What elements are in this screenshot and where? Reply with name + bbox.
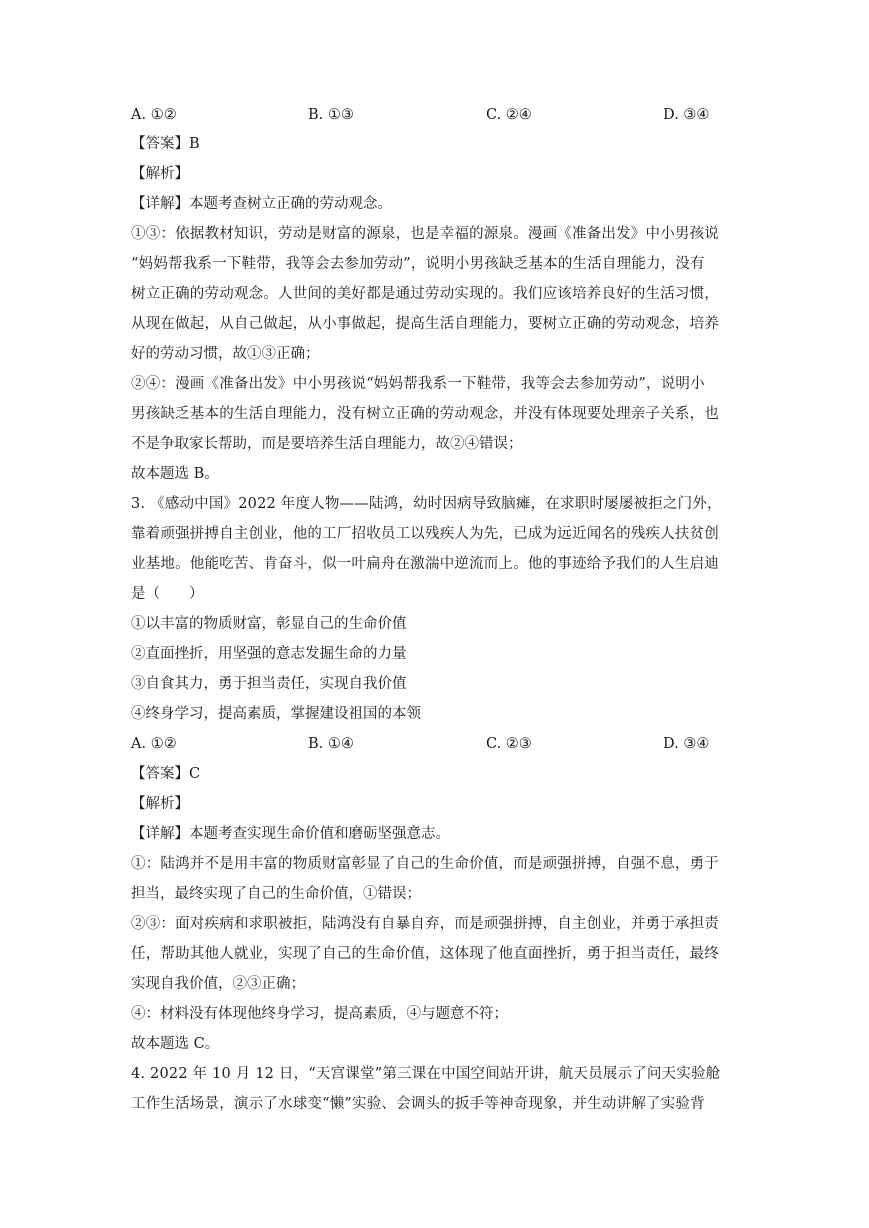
q3-para1-line: ①：陆鸿并不是用丰富的物质财富彰显了自己的生命价值，而是顽强拼搏，自强不息，勇于: [131, 856, 719, 872]
q2-detail: 【详解】本题考查树立正确的劳动观念。: [131, 196, 392, 212]
q3-analysis-heading: 【解析】: [131, 796, 189, 812]
q2-option-d: D. ③④: [663, 107, 710, 123]
q2-conclusion: 故本题选 B。: [131, 466, 219, 482]
q2-para2-line: ②④：漫画《准备出发》中小男孩说“妈妈帮我系一下鞋带，我等会去参加劳动”，说明小: [131, 376, 705, 392]
q3-item: ①以丰富的物质财富，彰显自己的生命价值: [131, 616, 407, 632]
q3-para2-line: 任，帮助其他人就业，实现了自己的生命价值，这体现了他直面挫折，勇于担当责任，最终: [131, 946, 719, 962]
q2-para1-line: “妈妈帮我系一下鞋带，我等会去参加劳动”，说明小男孩缺乏基本的生活自理能力，没有: [131, 256, 705, 272]
q2-para2-line: 不是争取家长帮助，而是要培养生活自理能力，故②④错误；: [131, 436, 523, 452]
q3-para3: ④：材料没有体现他终身学习，提高素质，④与题意不符；: [131, 1006, 508, 1022]
q3-para1-line: 担当，最终实现了自己的生命价值，①错误；: [131, 886, 421, 902]
q3-option-c: C. ②③: [486, 736, 532, 752]
q4-stem-line: 4. 2022 年 10 月 12 日，“天宫课堂”第三课在中国空间站开讲，航天员展示了问天实验舱: [131, 1066, 721, 1082]
q3-item: ②直面挫折，用坚强的意志发掘生命的力量: [131, 646, 407, 662]
q3-para2-line: ②③：面对疾病和求职被拒，陆鸿没有自暴自弃，而是顽强拼搏，自主创业，并勇于承担责: [131, 916, 719, 932]
q3-conclusion: 故本题选 C。: [131, 1036, 220, 1052]
q3-para2-line: 实现自我价值，②③正确；: [131, 976, 305, 992]
q3-stem-line: 是（ ）: [131, 586, 204, 602]
q2-para1-line: ①③：依据教材知识，劳动是财富的源泉，也是幸福的源泉。漫画《准备出发》中小男孩说: [131, 226, 719, 242]
q2-option-a: A. ①②: [131, 107, 177, 123]
q3-option-b: B. ①④: [308, 736, 354, 752]
q2-para2-line: 男孩缺乏基本的生活自理能力，没有树立正确的劳动观念，并没有体现要处理亲子关系，也: [131, 406, 719, 422]
q2-para1-line: 从现在做起，从自己做起，从小事做起，提高生活自理能力，要树立正确的劳动观念，培养: [131, 316, 719, 332]
q2-para1-line: 树立正确的劳动观念。人世间的美好都是通过劳动实现的。我们应该培养良好的生活习惯，: [131, 286, 719, 302]
q2-option-c: C. ②④: [486, 107, 532, 123]
q3-stem-line: 靠着顽强拼搏自主创业，他的工厂招收员工以残疾人为先，已成为远近闻名的残疾人扶贫创: [131, 526, 719, 542]
q3-option-d: D. ③④: [663, 736, 710, 752]
q4-stem-line: 工作生活场景，演示了水球变“懒”实验、会调头的扳手等神奇现象，并生动讲解了实验背: [131, 1096, 705, 1112]
q3-answer: 【答案】C: [131, 766, 201, 782]
q3-stem-line: 业基地。他能吃苦、肯奋斗，似一叶扁舟在激湍中逆流而上。他的事迹给予我们的人生启迪: [131, 556, 719, 572]
q3-option-a: A. ①②: [131, 736, 177, 752]
q2-analysis-heading: 【解析】: [131, 166, 189, 182]
q2-answer: 【答案】B: [131, 136, 200, 152]
q3-stem-line: 3. 《感动中国》2022 年度人物——陆鸿，幼时因病导致脑瘫，在求职时屡屡被拒之门外，: [131, 496, 722, 512]
q3-item: ③自食其力，勇于担当责任，实现自我价值: [131, 676, 407, 692]
q2-para1-line: 好的劳动习惯，故①③正确；: [131, 346, 320, 362]
q2-option-b: B. ①③: [308, 107, 354, 123]
q3-item: ④终身学习，提高素质，掌握建设祖国的本领: [131, 706, 421, 722]
q3-detail: 【详解】本题考查实现生命价值和磨砺坚强意志。: [131, 826, 450, 842]
